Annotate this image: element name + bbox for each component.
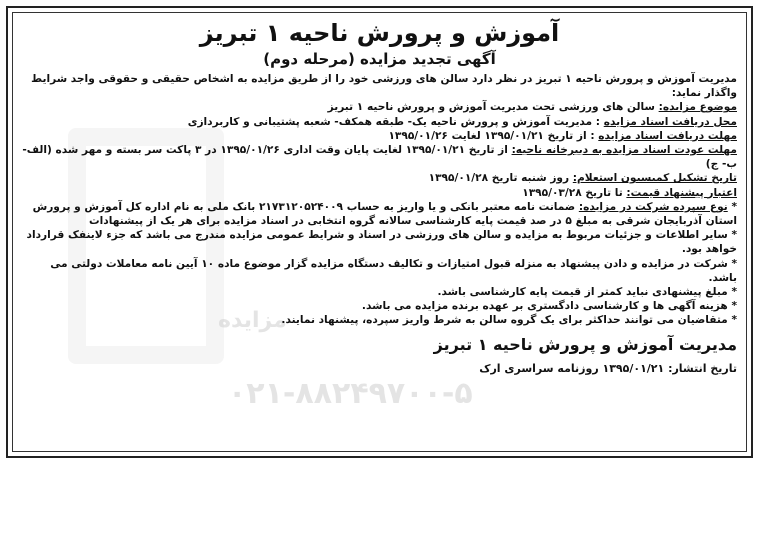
field-commission-date	[22, 171, 737, 185]
bullet-text: ضمانت نامه معتبر بانکی و یا واریز به حساب ۲۱۷۳۱۲۰۵۲۴۰۰۹ بانک ملی به نام اداره کل آموزش و پرورش استان آذربایجان شرقی به مبلغ ۵ در صد قیمت پایه کارشناسی سالانه گروه انتخابی در اسناد مزایده برای هر یک از پیشنهادات	[32, 200, 737, 228]
bullet-mark: *	[731, 257, 737, 270]
bullet-mark: *	[731, 286, 737, 299]
field-doc-location	[22, 115, 737, 129]
bullet-other-info	[22, 228, 737, 256]
ad-content	[22, 18, 737, 376]
field-label: تاریخ تشکیل کمیسیون استعلام:	[572, 172, 737, 185]
field-label: موضوع مزایده:	[658, 101, 737, 114]
bullet-text: مبلغ پیشنهادی نباید کمتر از قیمت پایه کارشناسی باشد.	[437, 286, 728, 299]
field-label: اعتبار پیشنهاد قیمت:	[626, 186, 737, 199]
field-value: سالن های ورزشی تحت مدیریت آموزش و پرورش ناحیه ۱ تبریز	[327, 101, 659, 114]
signature: مدیریت آموزش و پرورش ناحیه ۱ تبریز	[433, 334, 737, 354]
field-value: : مدیریت آموزش و پرورش ناحیه یک- طبقه همکف- شعبه پشتیبانی و کاربردازی	[187, 115, 604, 128]
ad-title: آموزش و پرورش ناحیه ۱ تبریز	[199, 19, 560, 47]
publication-info: تاریخ انتشار: ۱۳۹۵/۰۱/۲۱ روزنامه سراسری ارک	[479, 361, 737, 375]
bullet-mark: *	[731, 314, 737, 327]
bullet-text: سایر اطلاعات و جزئیات مربوط به مزایده و سالن های ورزشی در اسناد و شرایط عمومی مزایده مندرج می باشد که جزء لاینفک قرارداد خواهد بود.	[26, 229, 737, 256]
field-label: مهلت دریافت اسناد مزایده	[598, 129, 737, 142]
ad-frame	[6, 6, 753, 458]
bullet-label: نوع سپرده شرکت در مزایده:	[578, 200, 728, 213]
bullet-deposit	[22, 200, 737, 228]
field-value: روز شنبه تاریخ ۱۳۹۵/۰۱/۲۸	[428, 172, 573, 185]
field-value: تا تاریخ ۱۳۹۵/۰۳/۲۸	[522, 186, 627, 199]
field-value: : از تاریخ ۱۳۹۵/۰۱/۲۱ لغایت ۱۳۹۵/۰۱/۲۶	[388, 129, 599, 142]
bullet-applicants	[22, 313, 737, 327]
bullet-min-price	[22, 285, 737, 299]
field-subject	[22, 100, 737, 114]
field-label: مهلت عودت اسناد مزایده به دبیرخانه ناحیه:	[511, 144, 737, 157]
bullet-text: هزینه آگهی ها و کارشناسی دادگستری بر عهده برنده مزایده می باشد.	[361, 300, 728, 313]
field-value: از تاریخ ۱۳۹۵/۰۱/۲۱ لغایت پایان وقت اداری ۱۳۹۵/۰۱/۲۶ در ۳ پاکت سر بسته و مهر شده (الف- ب- ج)	[22, 144, 737, 171]
bullet-costs	[22, 299, 737, 313]
field-return-deadline	[22, 143, 737, 171]
bullet-text: متقاضیان می توانند حداکثر برای یک گروه سالن به شرط واریز سپرده، پیشنهاد نمایند.	[281, 314, 728, 327]
field-doc-deadline	[22, 129, 737, 143]
bullet-mark: *	[731, 229, 737, 242]
watermark-phone: ۰۲۱-۸۸۲۴۹۷۰۰-۵	[228, 376, 473, 411]
bullet-participation	[22, 257, 737, 285]
watermark-text: مزایده	[218, 308, 287, 333]
ad-intro: مدیریت آموزش و پرورش ناحیه ۱ تبریز در نظر دارد سالن های ورزشی خود را از طریق مزایده به اشخاص حقیقی و حقوقی واجد شرایط واگذار نماید:	[31, 73, 737, 100]
bullet-text: شرکت در مزایده و دادن پیشنهاد به منزله قبول امتیازات و تکالیف دستگاه مزایده گزار موضوع ماده ۱۰ آیین نامه معاملات دولتی می باشد.	[50, 257, 737, 284]
field-label: محل دریافت اسناد مزایده	[603, 115, 737, 128]
field-price-validity	[22, 186, 737, 200]
bullet-mark: *	[731, 200, 737, 213]
bullet-mark: *	[731, 300, 737, 313]
ad-subtitle: آگهی تجدید مزایده (مرحله دوم)	[263, 50, 496, 68]
